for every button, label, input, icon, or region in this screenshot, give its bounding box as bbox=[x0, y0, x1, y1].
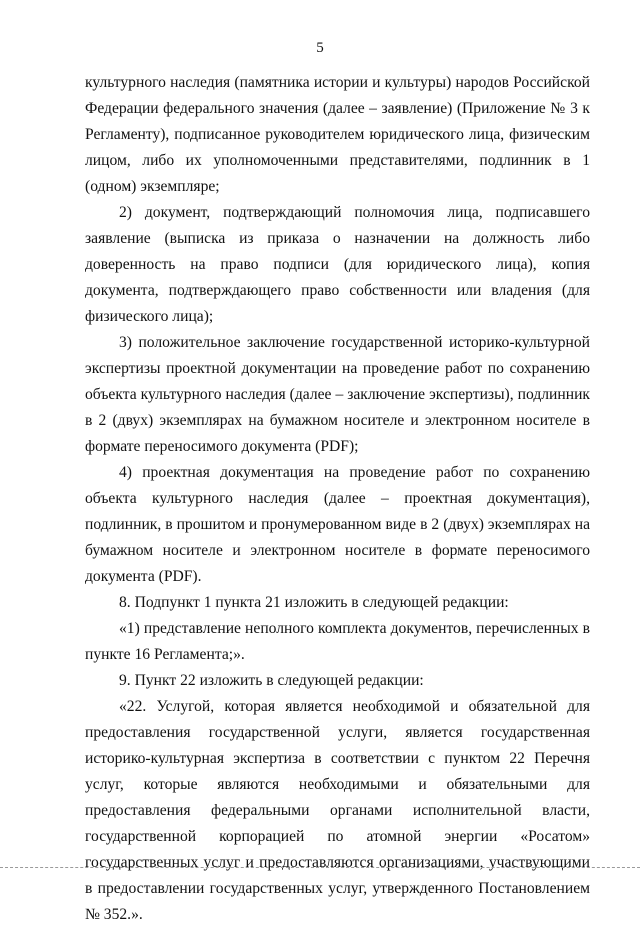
page-bottom-divider bbox=[0, 867, 640, 868]
paragraph-item-2: 2) документ, подтверждающий полномочия лица, подписавшего заявление (выписка из приказа о назначении на должность либо доверенность на право подписи (для юридического лица), копия документа, подтверждающего право собственности или владения (для физического лица); bbox=[85, 204, 590, 325]
paragraph-continuation: культурного наследия (памятника истории и культуры) народов Российской Федерации федерального значения (далее – заявление) (Приложение № 3 к Регламенту), подписанное руководителем юридического лица, физическим лицом, либо их уполномоченными представителями, подлинник в 1 (одном) экземпляре; bbox=[85, 74, 590, 195]
paragraph-item-3: 3) положительное заключение государственной историко-культурной экспертизы проектной документации на проведение работ по сохранению объекта культурного наследия (далее – заключение экспертизы), подлинник в 2 (двух) экземплярах на бумажном носителе и электронном носителе в формате переносимого документа (PDF); bbox=[85, 334, 590, 455]
paragraph-clause-8-text: «1) представление неполного комплекта документов, перечисленных в пункте 16 Регламента;». bbox=[85, 620, 590, 663]
document-body bbox=[85, 70, 590, 928]
page-number: 5 bbox=[316, 40, 324, 56]
paragraph-clause-9-text: «22. Услугой, которая является необходимой и обязательной для предоставления государственной услуги, является государственная историко-культурная экспертиза в соответствии с пунктом 22 Перечня услуг, которые являются необходимыми и обязательными для предоставления федеральными органами исполнительной власти, государственной корпорацией по атомной энергии «Росатом» государственных услуг и предоставляются организациями, участвующими в предоставлении государственных услуг, утвержденного Постановлением № 352.». bbox=[85, 698, 590, 923]
paragraph-clause-9: 9. Пункт 22 изложить в следующей редакции: bbox=[119, 672, 424, 689]
paragraph-clause-8: 8. Подпункт 1 пункта 21 изложить в следующей редакции: bbox=[119, 594, 509, 611]
paragraph-item-4: 4) проектная документация на проведение работ по сохранению объекта культурного наследия (далее – проектная документация), подлинник, в прошитом и пронумерованном виде в 2 (двух) экземплярах на бумажном носителе и электронном носителе в формате переносимого документа (PDF). bbox=[85, 464, 590, 585]
